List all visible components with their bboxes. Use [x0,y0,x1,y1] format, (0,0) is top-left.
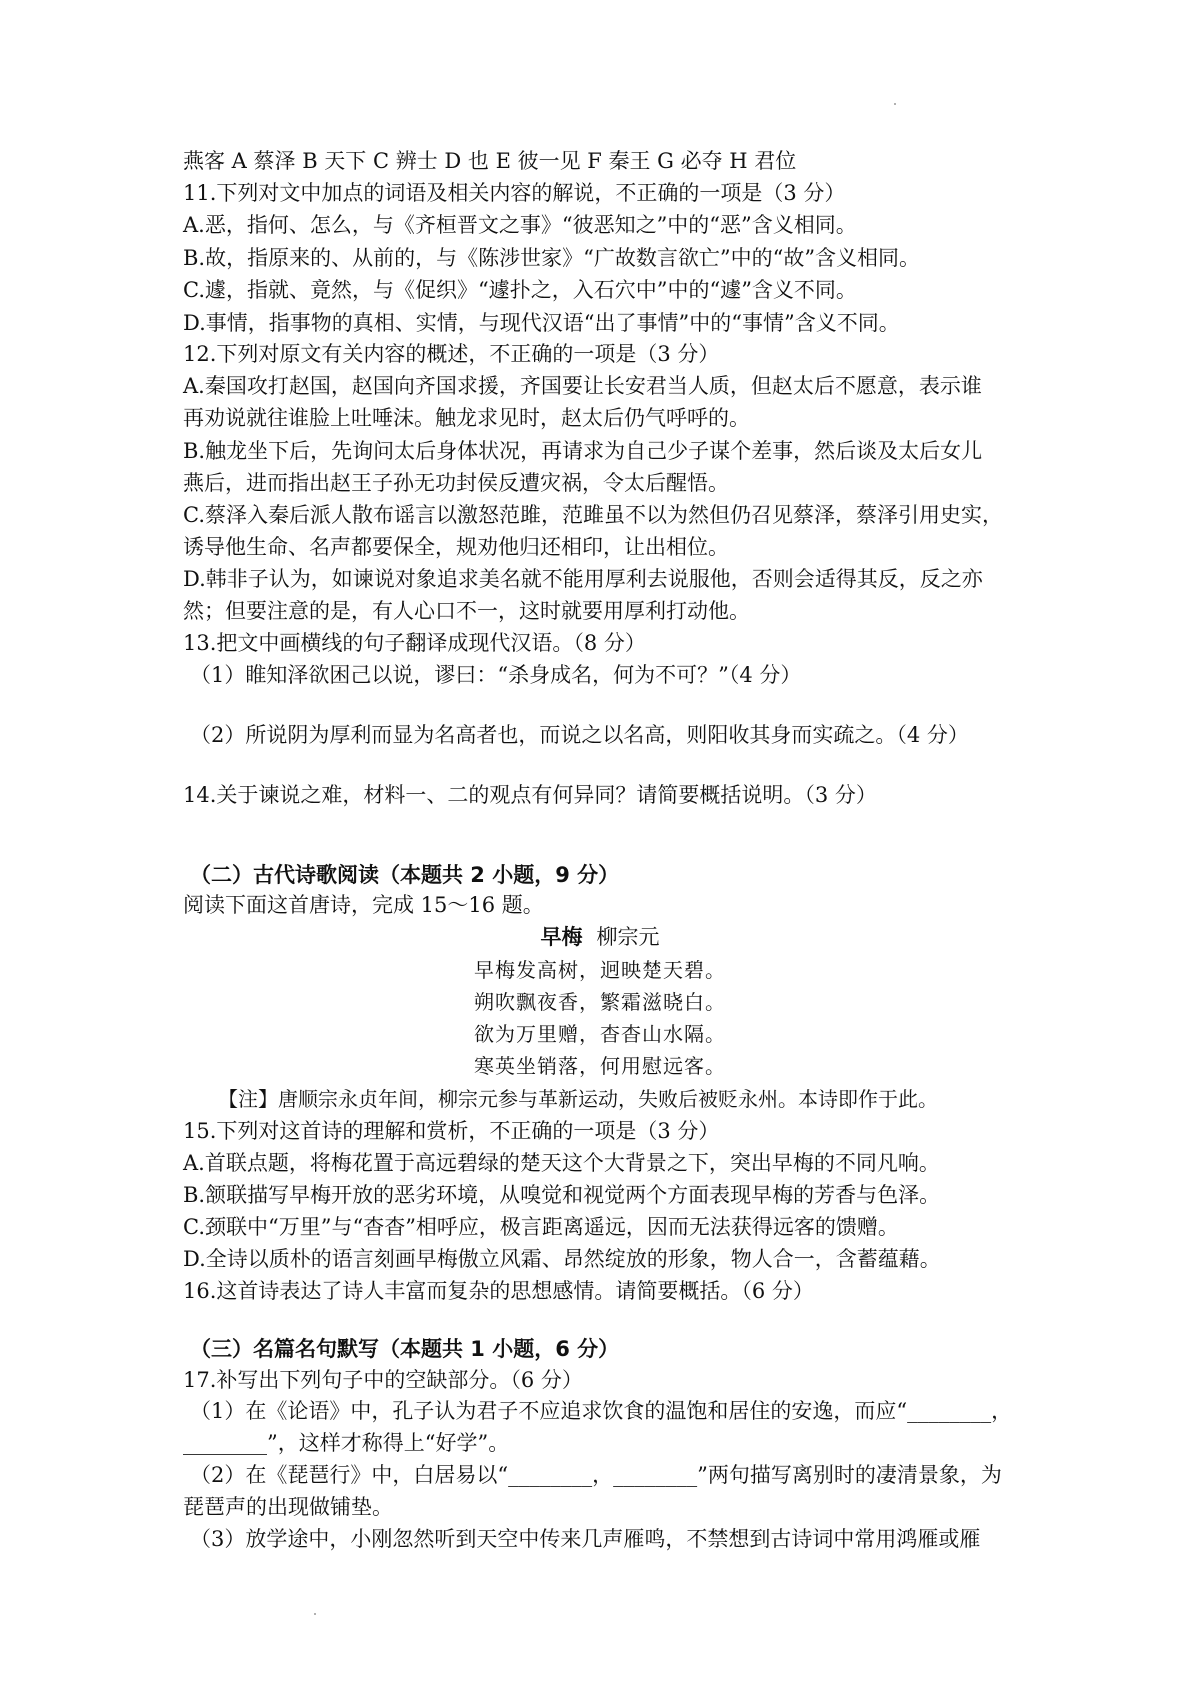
q13-sentence-1: （1）睢知泽欲困己以说，谬曰：“杀身成名，何为不可？”（4 分） [190,663,802,687]
poem-line: 早梅发高树，迥映楚天碧。 [474,958,726,982]
q11-option-c: C.遽，指就、竟然，与《促织》“遽扑之，入石穴中”中的“遽”含义不同。 [183,278,857,302]
poem-author: 柳宗元 [596,925,660,949]
q17-part-1-cont: ________”，这样才称得上“好学”。 [183,1431,510,1455]
section-heading-recitation: （三）名篇名句默写（本题共 1 小题，6 分） [190,1337,620,1361]
q15-option-b: B.颔联描写早梅开放的恶劣环境，从嗅觉和视觉两个方面表现早梅的芳香与色泽。 [183,1183,941,1207]
q12-option-b-cont: 燕后，进而指出赵王子孙无功封侯反遭灾祸，令太后醒悟。 [183,471,729,495]
q17-part-2-cont: 琵琶声的出现做铺垫。 [183,1495,393,1519]
question-11: 11.下列对文中加点的词语及相关内容的解说，不正确的一项是（3 分） [183,181,846,205]
q12-option-d: D.韩非子认为，如谏说对象追求美名就不能用厚利去说服他，否则会适得其反，反之亦 [183,567,983,591]
question-12: 12.下列对原文有关内容的概述，不正确的一项是（3 分） [183,342,720,366]
poem-line: 寒英坐销落，何用慰远客。 [474,1054,726,1078]
question-17: 17.补写出下列句子中的空缺部分。（6 分） [183,1368,583,1392]
poem-line: 欲为万里赠，杳杳山水隔。 [474,1022,726,1046]
q15-option-a: A.首联点题，将梅花置于高远碧绿的楚天这个大背景之下，突出早梅的不同凡响。 [183,1151,940,1175]
scan-dot-bottom [314,1613,316,1615]
scan-dot-top [894,103,896,105]
question-14: 14.关于谏说之难，材料一、二的观点有何异同？请简要概括说明。（3 分） [183,783,877,807]
poem-heading [0,922,1200,952]
q15-option-d: D.全诗以质朴的语言刻画早梅傲立风霜、昂然绽放的形象，物人合一，含蓄蕴藉。 [183,1247,941,1271]
poem-note: 【注】唐顺宗永贞年间，柳宗元参与革新运动，失败后被贬永州。本诗即作于此。 [218,1087,938,1111]
q12-option-c-cont: 诱导他生命、名声都要保全，规劝他归还相印，让出相位。 [183,535,729,559]
q12-option-c: C.蔡泽入秦后派人散布谣言以激怒范雎，范雎虽不以为然但仍召见蔡泽，蔡泽引用史实， [183,503,1003,527]
q17-part-3: （3）放学途中，小刚忽然听到天空中传来几声雁鸣，不禁想到古诗词中常用鸿雁或雁 [190,1527,981,1551]
q17-part-1: （1）在《论语》中，孔子认为君子不应追求饮食的温饱和居住的安逸，而应“________， [190,1399,1013,1423]
answer-options-line: 燕客 A 蔡泽 B 天下 C 辨士 D 也 E 彼一见 F 秦王 G 必夺 H 君位 [183,149,797,173]
poem-title: 早梅 [540,925,583,949]
q17-part-2: （2）在《琵琶行》中，白居易以“________，________”两句描写离别时的凄清景象，为 [190,1463,1002,1487]
question-15: 15.下列对这首诗的理解和赏析，不正确的一项是（3 分） [183,1119,720,1143]
q12-option-a: A.秦国攻打赵国，赵国向齐国求援，齐国要让长安君当人质，但赵太后不愿意，表示谁 [183,374,982,398]
q13-sentence-2: （2）所说阴为厚利而显为名高者也，而说之以名高，则阳收其身而实疏之。（4 分） [190,723,969,747]
poem-line: 朔吹飘夜香，繁霜滋晓白。 [474,990,726,1014]
poetry-instruction: 阅读下面这首唐诗，完成 15～16 题。 [183,893,544,917]
q11-option-b: B.故，指原来的、从前的，与《陈涉世家》“广故数言欲亡”中的“故”含义相同。 [183,246,921,270]
q11-option-d: D.事情，指事物的真相、实情，与现代汉语“出了事情”中的“事情”含义不同。 [183,311,900,335]
q11-option-a: A.恶，指何、怎么，与《齐桓晋文之事》“彼恶知之”中的“恶”含义相同。 [183,213,857,237]
q12-option-a-cont: 再劝说就往谁脸上吐唾沫。触龙求见时，赵太后仍气呼呼的。 [183,406,750,430]
q15-option-c: C.颈联中“万里”与“杳杳”相呼应，极言距离遥远，因而无法获得远客的馈赠。 [183,1215,899,1239]
question-16: 16.这首诗表达了诗人丰富而复杂的思想感情。请简要概括。（6 分） [183,1279,814,1303]
section-heading-poetry: （二）古代诗歌阅读（本题共 2 小题，9 分） [190,863,620,887]
q12-option-b: B.触龙坐下后，先询问太后身体状况，再请求为自己少子谋个差事，然后谈及太后女儿 [183,439,983,463]
question-13: 13.把文中画横线的句子翻译成现代汉语。（8 分） [183,631,646,655]
q12-option-d-cont: 然；但要注意的是，有人心口不一，这时就要用厚利打动他。 [183,599,750,623]
